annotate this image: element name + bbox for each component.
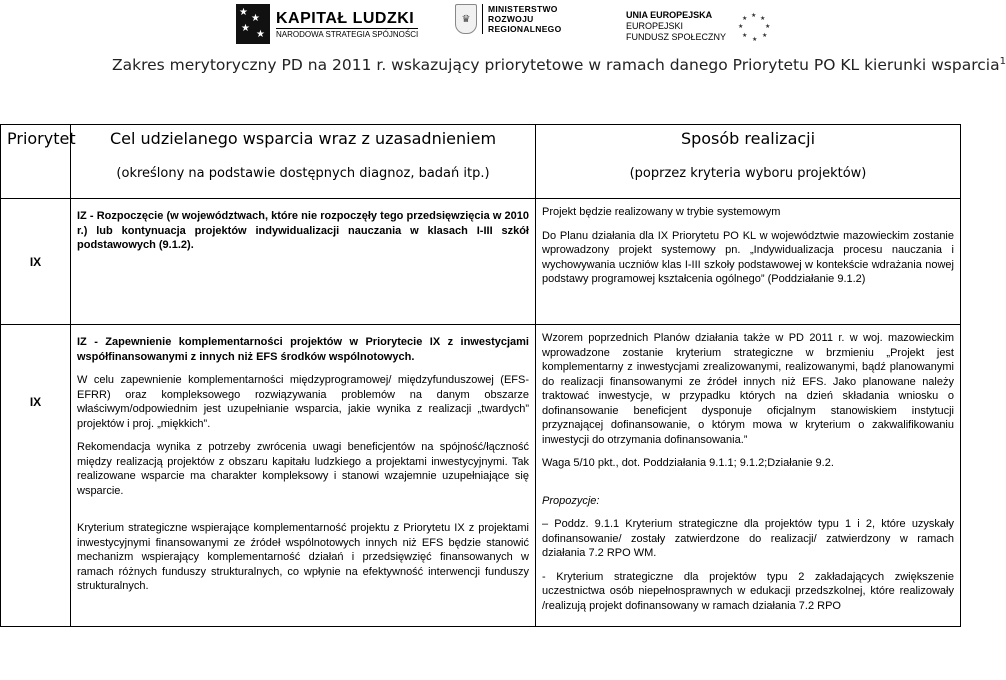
ministry-line2: ROZWOJU [488, 14, 534, 24]
header-method [536, 125, 961, 199]
row1-goal-text: IZ - Rozpoczęcie (w województwach, które nie rozpoczęły tego przedsięwzięcia w 2010 r.) lub kontynuacja projektów indywidualizacji nauczania w klasach I-III szkół podstawowych (9.1.2). [77, 210, 529, 251]
row2-proposals-label: Propozycje: [542, 494, 600, 507]
row2-priority: IX [1, 325, 71, 627]
row2-goal-p1: W celu zapewnienie komplementarności międzyprogramowej/ międzyfunduszowej (EFS-EFRR) oraz kompleksowego rozwiązywania problemów na danym obszarze właściwym/odpowiednim jest uzupełnianie wsparcia, jakie wynika z realizacji „twardych” projektów i proj. „miękkich”. [77, 374, 529, 430]
eu-stars-icon: ★ ★ ★ ★ ★ ★ ★ ★ [738, 12, 771, 43]
row2-goal-p3: Kryterium strategiczne wspierające komplementarność projektu z Priorytetu IX z projektami inwestycyjnymi finansowanymi ze źródeł wspólnotowych innych niż EFS będzie stanowić mechanizm wspierający komplementarność działań i przedsięwzięć finansowanych w ramach różnych funduszy strukturalnych, co wpłynie na efektywność interwencji funduszy strukturalnych. [77, 522, 529, 592]
document-heading [112, 56, 1006, 75]
row1-goal [71, 199, 536, 325]
eagle-emblem-icon: ♛ [455, 4, 477, 34]
kapital-ludzki-subtitle: NARODOWA STRATEGIA SPÓJNOŚCI [276, 29, 419, 39]
eu-line1: UNIA EUROPEJSKA [626, 10, 713, 20]
header-priority: Priorytet [1, 125, 71, 199]
row2-proposal-2: - Kryterium strategiczne dla projektów typu 2 zakładających zwiększenie uczestnictwa osób niepełnosprawnych w edukacji przedszkolnej, które realizowały /realizują projekt dofinansowany w ramach działania 7.2 RPO [542, 570, 954, 612]
table-row [1, 199, 961, 325]
logo-bar [0, 0, 960, 52]
ministry-line1: MINISTERSTWO [488, 4, 558, 14]
header-method-title: Sposób realizacji [680, 129, 816, 148]
header-goal [71, 125, 536, 199]
row2-proposal-1: – Poddz. 9.1.1 Kryterium strategiczne dla projektów typu 1 i 2, które uzyskały dofinansowanie/ zostały zatwierdzone do realizacji/ zatwierdzony w ramach działania 7.2 RPO WM. [542, 518, 954, 559]
row1-priority: IX [1, 199, 71, 325]
row1-method [536, 199, 961, 325]
kapital-ludzki-emblem-icon: ★ ★ ★ ★ [236, 4, 270, 44]
table-header-row [1, 125, 961, 199]
eu-line3: FUNDUSZ SPOŁECZNY [626, 32, 727, 42]
row2-method-p1: Wzorem poprzednich Planów działania także w PD 2011 r. w woj. mazowieckim wprowadzone zostanie kryterium strategiczne w brzmieniu „Projekt jest komplementarny z inwestycjami zrealizowanymi, realizowanymi, bądź planowanymi do realizacji finansowanymi ze źródeł innych niż EFS. Jako planowane należy traktować inwestycje, w przypadku których na dzień składania wniosku o dofinansowanie beneficjent dysponuje oficjalnym stanowiskiem instytucji przyznającej dofinansowanie, o którym mowa w kryterium o zakwalifikowaniu inwestycji do otrzymania dofinansowania.” [542, 332, 954, 446]
eu-line2: EUROPEJSKI [626, 21, 684, 31]
header-goal-title: Cel udzielanego wsparcia wraz z uzasadnieniem [109, 129, 497, 148]
row2-goal [71, 325, 536, 627]
heading-text: Zakres merytoryczny PD na 2011 r. wskazujący priorytetowe w ramach danego Priorytetu PO KL kierunki wsparcia [112, 56, 1000, 75]
kapital-ludzki-logo [236, 4, 418, 44]
row2-goal-title: IZ - Zapewnienie komplementarności projektów w Priorytecie IX z inwestycjami współfinansowanymi z innych niż EFS środków wspólnotowych. [77, 336, 529, 363]
row1-method-p2: Do Planu działania dla IX Priorytetu PO KL w województwie mazowieckim zostanie wprowadzony projekt systemowy pn. „Indywidualizacja procesu nauczania i wychowywania uczniów klas I-III szkoły podstawowej w kontekście wdrażania nowej podstawy programowej kształcenia ogólnego” (Poddziałanie 9.1.2) [542, 229, 954, 285]
eu-logo [626, 10, 774, 43]
kapital-ludzki-title: KAPITAŁ LUDZKI [276, 9, 415, 27]
ministry-line3: REGIONALNEGO [488, 24, 562, 34]
header-goal-subtitle: (określony na podstawie dostępnych diagnoz, badań itp.) [116, 166, 490, 181]
priority-table [0, 124, 961, 627]
row2-method [536, 325, 961, 627]
table-row [1, 325, 961, 627]
row2-method-p2: Waga 5/10 pkt., dot. Poddziałania 9.1.1; 9.1.2;Działanie 9.2. [542, 457, 834, 469]
header-method-subtitle: (poprzez kryteria wyboru projektów) [629, 166, 867, 181]
heading-footnote-marker: 1 [999, 56, 1006, 67]
row2-goal-p2: Rekomendacja wynika z potrzeby zwrócenia uwagi beneficjentów na spójność/łączność między realizacją projektów z obszaru kapitału ludzkiego a projektami inwestycyjnymi. Tak realizowane wsparcie ma charakter kompleksowy i stanowi wzajemnie uzupełniające się wsparcie. [77, 441, 529, 497]
row1-method-p1: Projekt będzie realizowany w trybie systemowym [542, 206, 781, 218]
ministry-logo [455, 4, 562, 34]
